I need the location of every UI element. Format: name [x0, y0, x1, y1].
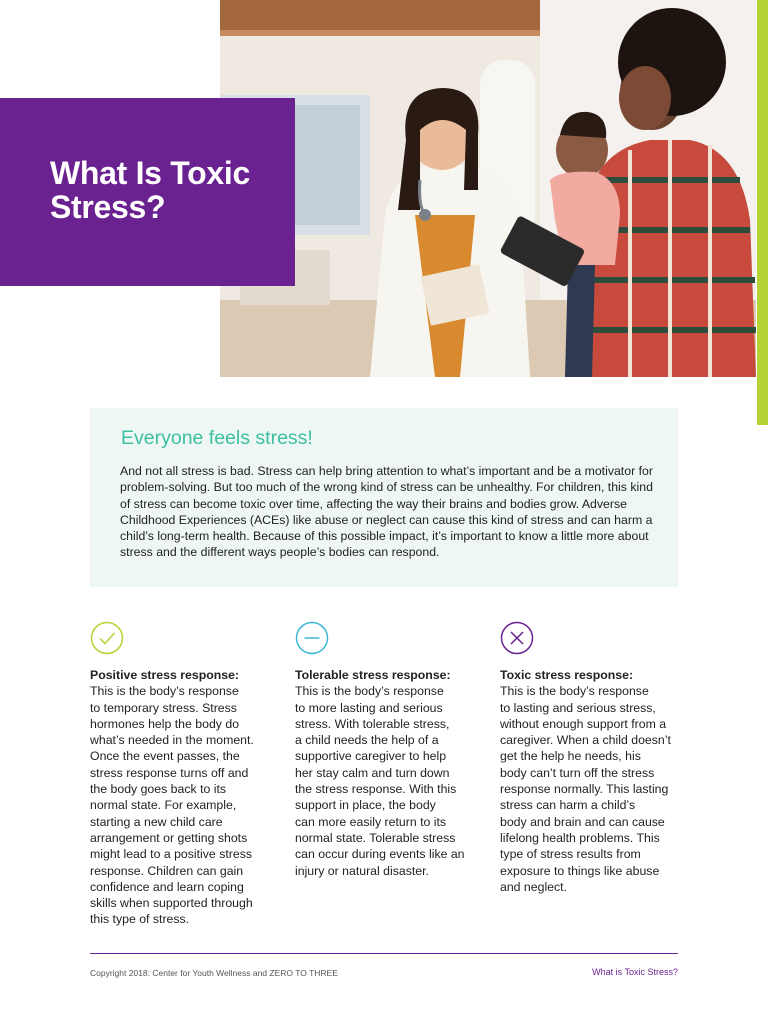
- check-circle-icon: [90, 621, 124, 655]
- footer-divider: [90, 953, 678, 954]
- x-circle-icon: [500, 621, 534, 655]
- intro-text: And not all stress is bad. Stress can help bring attention to what’s important and be a motivator for problem-solving. But too much of the wrong kind of stress can be unhealthy. For children, this kind of stress can become toxic over time, affecting the way their brains and bodies grow. Adverse Childhood Experiences (ACEs) like abuse or neglect can cause this kind of stress and can harm a child’s long-term health. Because of this possible impact, it’s important to know a little more about stress and the different ways people’s bodies can respond.: [120, 464, 653, 560]
- title-banner: [0, 98, 295, 286]
- toxic-stress-label: Toxic stress response:: [500, 668, 634, 682]
- tolerable-stress-text: This is the body’s response to more lasting and serious stress. With tolerable stress, a child needs the help of a supportive caregiver to help her stay calm and turn down the stress response. With this support in place, the body can more easily return to its normal state. Tolerable stress can occur during events like an injury or natural disaster.: [295, 684, 465, 878]
- accent-stripe: [757, 0, 768, 425]
- positive-stress-label: Positive stress response:: [90, 668, 239, 682]
- positive-stress-column: [90, 621, 272, 928]
- running-title: What is Toxic Stress?: [592, 967, 678, 977]
- positive-stress-text: This is the body’s response to temporary stress. Stress hormones help the body do what’s needed in the moment. Once the event passes, the stress response turns off and the body goes back to its normal state. For example, starting a new child care arrangement or getting shots might lead to a positive stress response. Children can gain confidence and learn coping skills when supported through this type of stress.: [90, 684, 254, 927]
- intro-heading: Everyone feels stress!: [121, 427, 313, 449]
- tolerable-stress-column: [295, 621, 477, 879]
- page-title: What Is Toxic Stress?: [50, 155, 250, 225]
- toxic-stress-column: [500, 621, 682, 895]
- tolerable-stress-label: Tolerable stress response:: [295, 668, 451, 682]
- toxic-stress-text: This is the body’s response to lasting and serious stress, without enough support from a caregiver. When a child doesn’t get the help he needs, his body can’t turn off the stress response normally. This lasting stress can harm a child’s body and brain and can cause lifelong health problems. This type of stress results from exposure to things like abuse and neglect.: [500, 684, 671, 894]
- intro-box: [90, 408, 678, 587]
- header-photo: [220, 0, 756, 377]
- copyright-text: Copyright 2018: Center for Youth Wellness and ZERO TO THREE: [90, 968, 338, 978]
- minus-circle-icon: [295, 621, 329, 655]
